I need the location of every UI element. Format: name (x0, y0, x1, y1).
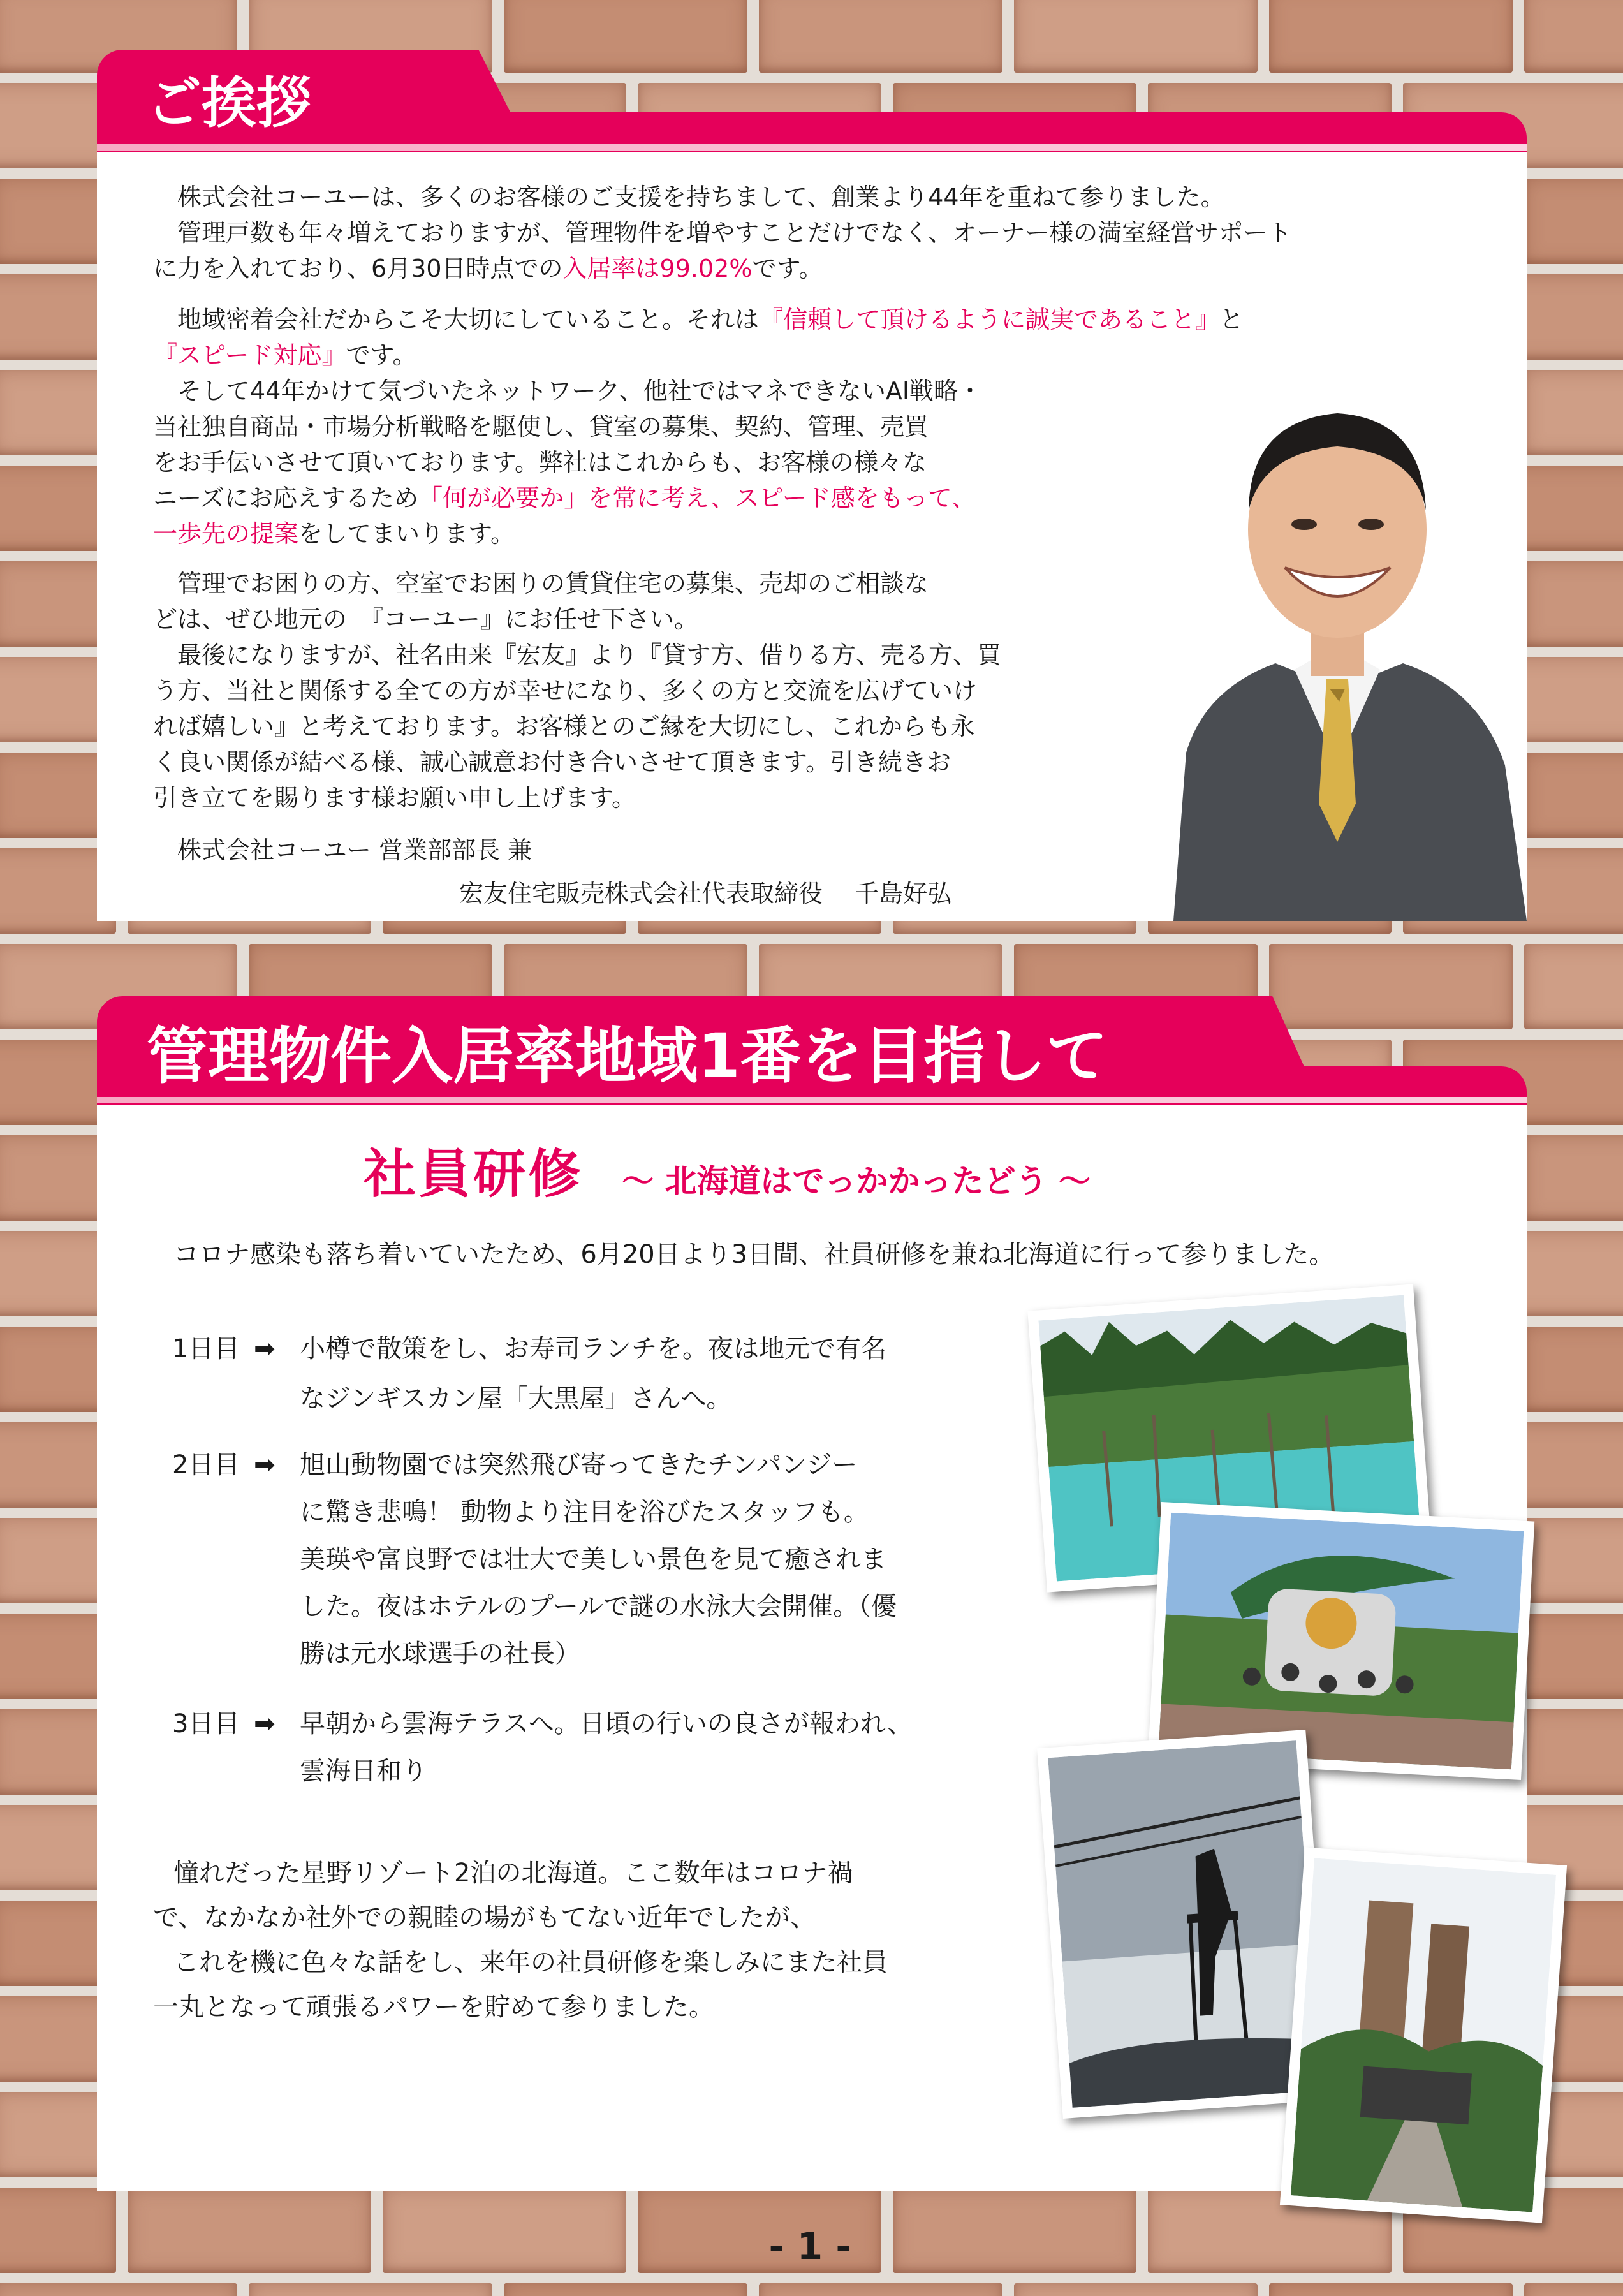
training-subtitle-main: 社員研修 (364, 1144, 584, 1205)
brick (1524, 1518, 1623, 1603)
day-text: 美瑛や富良野では壮大で美しい景色を見て癒されま (300, 1545, 886, 1574)
brick (759, 0, 1002, 73)
greeting-line: ニーズにお応えするため「何が必要か」を常に考え、スピード感をもって、 (153, 484, 976, 512)
day-text: した。夜はホテルのプールで謎の水泳大会開催。（優 (300, 1592, 897, 1621)
photo-cloud-terrace (1037, 1730, 1332, 2119)
greeting-line: 『スピード対応』です。 (153, 341, 417, 369)
day-text: 小樽で散策をし、お寿司ランチを。夜は地元で有名 (300, 1334, 886, 1364)
brick (893, 2188, 1136, 2273)
day-text: 勝は元水球選手の社長） (300, 1639, 580, 1668)
training-title: 管理物件入居率地域1番を目指して (147, 1020, 1108, 1092)
greeting-line: 地域密着会社だからこそ大切にしていること。それは『信頼して頂けるように誠実であること』と (177, 305, 1244, 334)
closing-line: 憧れだった星野リゾート2泊の北海道。ここ数年はコロナ禍 (173, 1858, 853, 1888)
brick (128, 2188, 371, 2273)
brick (1269, 0, 1513, 73)
greeting-line: をお手伝いさせて頂いております。弊社はこれからも、お客様の様々な (153, 448, 927, 476)
closing-line: 一丸となって頑張るパワーを貯めて参りました。 (153, 1992, 714, 2022)
day-label: 1日目 (172, 1334, 240, 1364)
brick-row (0, 2283, 1623, 2296)
brick (1524, 0, 1623, 73)
arrow-right-icon: ➡ (254, 1709, 275, 1739)
greeting-line: く良い関係が結べる様、誠心誠意お付き合いさせて頂きます。引き続きお (153, 748, 951, 776)
brick (1524, 944, 1623, 1029)
brick (1524, 2283, 1623, 2296)
greeting-line: 引き立てを賜ります様お願い申し上げます。 (153, 784, 636, 812)
greeting-line: そして44年かけて気づいたネットワーク、他社ではマネできないAI戦略・ (177, 377, 983, 405)
greeting-line: 管理戸数も年々増えておりますが、管理物件を増やすことだけでなく、オーナー様の満室経営サポート (177, 219, 1292, 247)
brick (1524, 1135, 1623, 1221)
closing-line: で、なかなか社外での親睦の場がもてない近年でしたが、 (153, 1903, 816, 1932)
training-subtitle-sub: ～ 北海道はでっかかったどう ～ (622, 1163, 1091, 1200)
brick (504, 0, 747, 73)
day-text: 雲海日和り (300, 1756, 427, 1786)
brick (383, 2188, 626, 2273)
brick (1524, 1327, 1623, 1412)
training-intro: コロナ感染も落ち着いていたため、6月20日より3日間、社員研修を兼ね北海道に行って参りました。 (173, 1240, 1335, 1269)
brick (1524, 1709, 1623, 1795)
brick (0, 2188, 116, 2273)
greeting-signature-name: 宏友住宅販売株式会社代表取締役 千島好弘 (459, 879, 952, 908)
greeting-line: 一歩先の提案をしてまいります。 (153, 520, 515, 548)
day-label: 2日目 (172, 1450, 240, 1480)
day-text: なジンギスカン屋「大黒屋」さんへ。 (300, 1384, 732, 1413)
brick (1014, 2283, 1258, 2296)
training-subtitle (364, 1133, 1091, 1207)
day-label: 3日目 (172, 1709, 240, 1739)
president-portrait (1148, 357, 1527, 921)
brick (1269, 2283, 1513, 2296)
greeting-line: 当社独自商品・市場分析戦略を駆使し、貸室の募集、契約、管理、売買 (153, 413, 929, 441)
brick (1524, 179, 1623, 264)
brick (249, 2283, 492, 2296)
greeting-line: 管理でお困りの方、空室でお困りの賃貸住宅の募集、売却のご相談な (177, 570, 929, 598)
photo-resort-towers (1280, 1847, 1567, 2223)
brick (1014, 0, 1258, 73)
greeting-line: れば嬉しい』と考えております。お客様とのご縁を大切にし、これからも永 (153, 712, 975, 740)
day-text: 旭山動物園では突然飛び寄ってきたチンパンジー (300, 1450, 858, 1480)
greeting-line: う方、当社と関係する全ての方が幸せになり、多くの方と交流を広げていけ (153, 677, 978, 705)
brick (1524, 370, 1623, 455)
greeting-line: 株式会社コーユーは、多くのお客様のご支援を持ちまして、創業より44年を重ねて参りました。 (177, 183, 1225, 211)
brick (1524, 753, 1623, 838)
training-header-stripe (97, 1097, 1527, 1103)
brick (0, 2283, 237, 2296)
greeting-line: に力を入れており、6月30日時点での入居率は99.02%です。 (153, 254, 823, 283)
greeting-title-text: ご挨拶 (147, 71, 311, 135)
greeting-line: どは、ぜひ地元の 『コーユー』にお任せ下さい。 (153, 605, 699, 633)
day-text: に驚き悲鳴！ 動物より注目を浴びたスタッフも。 (300, 1498, 869, 1527)
closing-line: これを機に色々な話をし、来年の社員研修を楽しみにまた社員 (173, 1948, 888, 1977)
brick (1269, 944, 1513, 1029)
brick (1524, 561, 1623, 647)
brick (759, 2283, 1002, 2296)
greeting-signature-title: 株式会社コーユー 営業部部長 兼 (177, 836, 532, 864)
arrow-right-icon: ➡ (254, 1334, 275, 1364)
greeting-header-stripe (97, 144, 1527, 151)
day-text: 早朝から雲海テラスへ。日頃の行いの良さが報われ、 (300, 1709, 913, 1739)
arrow-right-icon: ➡ (254, 1450, 275, 1480)
brick (504, 2283, 747, 2296)
greeting-line: 最後になりますが、社名由来『宏友』より『貸す方、借りる方、売る方、買 (177, 641, 1002, 669)
page-number: - 1 - (768, 2225, 851, 2268)
